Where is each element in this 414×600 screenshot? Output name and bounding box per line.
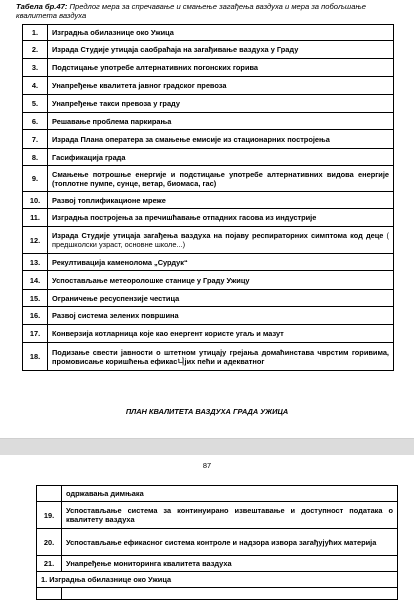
table-row: [23, 77, 394, 95]
row-number: 3.: [23, 59, 48, 77]
row-text: [48, 271, 394, 290]
row-text-main: Израда Плана оператера за смањење емисије из стационарних постројења: [52, 134, 330, 144]
row-text-main: Рекултивација каменолома „Сурдук“: [52, 257, 188, 267]
table-row: [23, 307, 394, 325]
row-text-main: Успостављање метеоролошке станице у Граду Ужицу: [52, 275, 250, 285]
table-row: [23, 254, 394, 271]
row-text: [48, 149, 394, 166]
detail-heading: 1. Изградња обилазнице око Ужица: [37, 572, 398, 588]
row-text: [48, 290, 394, 307]
row-number: [37, 588, 62, 600]
page-break: [0, 438, 414, 456]
row-text-main: Израда Студије утицаја саобраћаја на загађивање ваздуха у Граду: [52, 45, 299, 54]
row-text: [48, 130, 394, 149]
table-row: [23, 227, 394, 254]
caption-text: Предлог мера за спречавање и смањење загађења ваздуха и мера за побољшање квалитета ваздуха: [16, 2, 366, 20]
row-number: 9.: [23, 166, 48, 192]
table-row: [37, 486, 398, 502]
row-text-main: Израда Студије утицаја загађења ваздуха на појаву респираторних симптома код деце: [52, 231, 384, 240]
row-number: 12.: [23, 227, 48, 254]
table-caption: [16, 2, 396, 20]
table-row: [37, 572, 398, 588]
table-row: [37, 556, 398, 572]
table-row: [23, 192, 394, 209]
row-text-main: Гасификација града: [52, 152, 126, 162]
row-text: Успостављање ефикасног система контроле и надзора извора загађујућих материја: [62, 529, 398, 556]
table-row: [37, 588, 398, 600]
table-row: [23, 59, 394, 77]
row-number: 6.: [23, 113, 48, 130]
caption-label: Табела бр.47:: [16, 2, 68, 11]
row-text-main: Конверзија котларница које као енергент користе угаљ и мазут: [52, 329, 284, 338]
row-number: 18.: [23, 343, 48, 371]
row-text: [48, 59, 394, 77]
row-text: [48, 77, 394, 95]
row-text: [48, 25, 394, 41]
row-text: [48, 166, 394, 192]
table-row: [23, 130, 394, 149]
row-text-main: Унапређење такси превоза у граду: [52, 99, 180, 108]
row-number: 20.: [37, 529, 62, 556]
measures-table: [22, 24, 394, 371]
row-text: [48, 254, 394, 271]
row-text: [62, 588, 398, 600]
row-text: [48, 325, 394, 343]
row-number: 21.: [37, 556, 62, 572]
row-number: 1.: [23, 25, 48, 41]
row-number: 19.: [37, 502, 62, 529]
row-text-main: Развој топлификационе мреже: [52, 195, 166, 205]
row-text-main: Подизање свести јавности о штетном утицају грејања домаћинстава чврстим горивима, промовисање коришћења ефикас니јих пећи и адекватног: [52, 347, 389, 366]
row-text-main: Решавање проблема паркирања: [52, 116, 172, 126]
row-text-main: Развој система зелених површина: [52, 311, 179, 320]
row-text: [48, 192, 394, 209]
row-number: 11.: [23, 209, 48, 227]
measures-table-continued: [36, 485, 398, 600]
row-text: [48, 113, 394, 130]
row-text: [48, 227, 394, 254]
row-text: [48, 95, 394, 113]
row-text: одржавања димњака: [62, 486, 398, 502]
page-number: 87: [202, 461, 212, 470]
row-number: 15.: [23, 290, 48, 307]
row-number: 5.: [23, 95, 48, 113]
row-text-main: Изградња постројења за пречишћавање отпадних гасова из индустрије: [52, 213, 317, 222]
table-row: [23, 149, 394, 166]
table-row: [37, 529, 398, 556]
table-row: [23, 95, 394, 113]
table-row: [23, 25, 394, 41]
row-text-main: Подстицање употребе алтернативних погонских горива: [52, 63, 259, 72]
table-row: [23, 209, 394, 227]
row-text-main: Ограничење ресуспензије честица: [52, 293, 180, 303]
table-row: [37, 502, 398, 529]
table-row: [23, 325, 394, 343]
row-number: 2.: [23, 41, 48, 59]
row-text: [48, 307, 394, 325]
row-number: 10.: [23, 192, 48, 209]
row-number: 17.: [23, 325, 48, 343]
page-footer-title: ПЛАН КВАЛИТЕТА ВАЗДУХА ГРАДА УЖИЦА: [125, 407, 289, 416]
row-number: 7.: [23, 130, 48, 149]
table-row: [23, 41, 394, 59]
row-text: Унапређење мониторинга квалитета ваздуха: [62, 556, 398, 572]
row-number: 8.: [23, 149, 48, 166]
row-text: [48, 209, 394, 227]
row-text-main: Смањење потрошње енергије и подстицање употребе алтернативних видова енергије (топлотне пумпе, сунце, ветар, биомаса, гас): [52, 169, 389, 188]
table-row: [23, 166, 394, 192]
row-number: 16.: [23, 307, 48, 325]
table-row: [23, 271, 394, 290]
row-number: [37, 486, 62, 502]
row-text-main: Изградња обилазнице око Ужица: [52, 28, 174, 37]
table-row: [23, 343, 394, 371]
row-number: 13.: [23, 254, 48, 271]
row-text: Успостављање система за континуирано извештавање и доступност података о квалитету ваздуха: [62, 502, 398, 529]
row-number: 14.: [23, 271, 48, 290]
row-text: [48, 41, 394, 59]
row-text-note: ( предшколски узраст, основне школе...): [52, 231, 389, 249]
document-page-next: [0, 455, 414, 600]
table-row: [23, 113, 394, 130]
row-text-main: Унапређење квалитета јавног градског превоза: [52, 81, 227, 90]
row-number: 4.: [23, 77, 48, 95]
table-row: [23, 290, 394, 307]
row-text: [48, 343, 394, 371]
